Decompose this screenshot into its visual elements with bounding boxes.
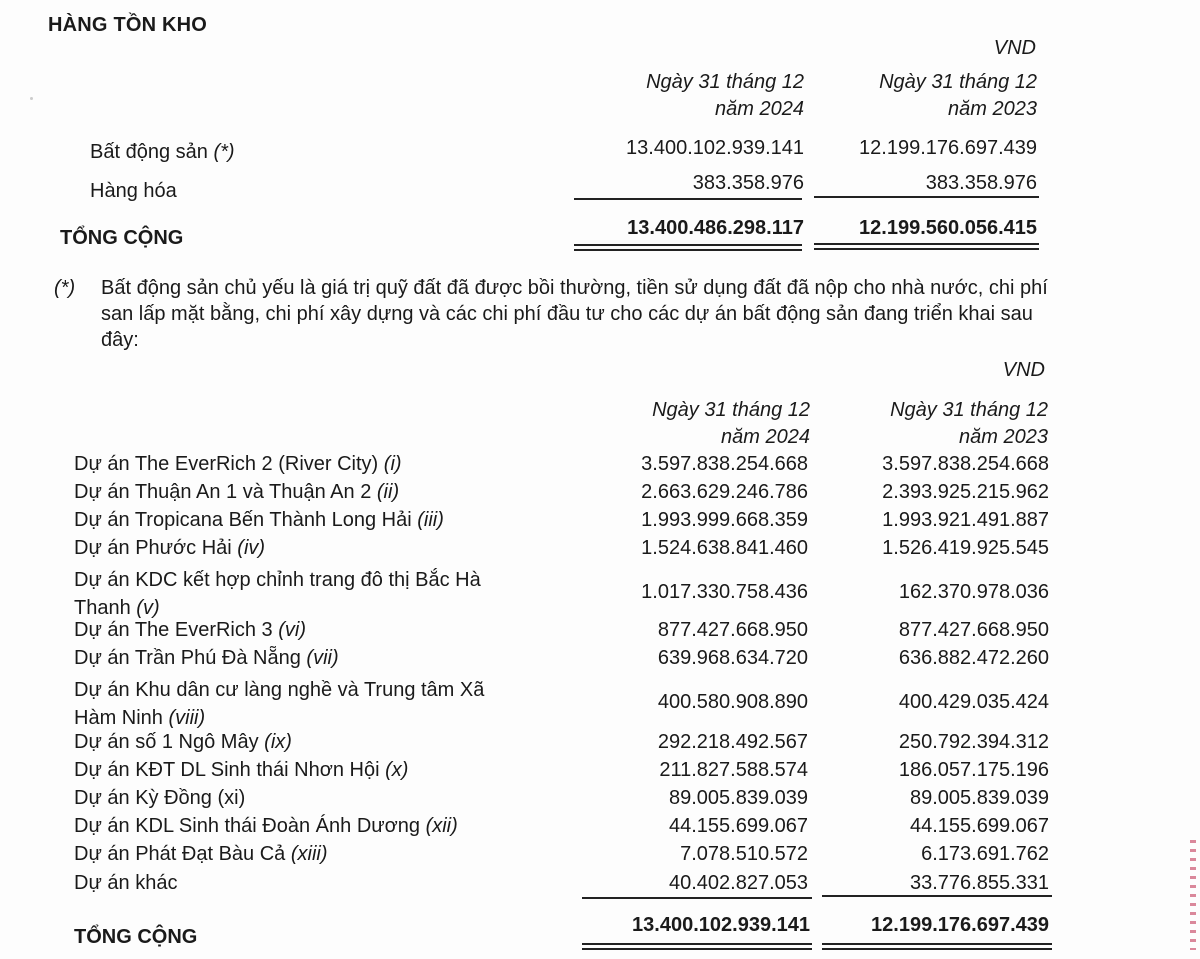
summary-total-2023: 12.199.560.056.415 (859, 217, 1037, 239)
project-ref: (iii) (417, 509, 444, 531)
value-2023: 1.993.921.491.887 (882, 509, 1049, 531)
row-label: Bất động sản (90, 141, 208, 163)
value-2023: 250.792.394.312 (898, 731, 1049, 753)
project-ref: (ii) (376, 481, 400, 503)
total-double-rule (582, 943, 812, 950)
column-header-2023 (800, 69, 1037, 123)
currency-unit: VND (993, 37, 1036, 59)
project-ref: (vii) (306, 647, 339, 669)
value-2024: 1.524.638.841.460 (641, 537, 808, 559)
value-2024: 3.597.838.254.668 (641, 453, 808, 475)
project-name: Dự án KĐT DL Sinh thái Nhơn Hội (74, 759, 380, 781)
project-ref: (x) (385, 759, 409, 781)
value-2023: 877.427.668.950 (898, 619, 1049, 641)
column-header-line2: năm 2024 (721, 426, 810, 448)
project-name: Dự án KDC kết hợp chỉnh trang đô thị Bắc Hà (74, 569, 481, 591)
summary-row-real-estate (90, 141, 235, 164)
column-header-line1: Ngày 31 tháng 12 (890, 399, 1048, 421)
project-name: Dự án KDL Sinh thái Đoàn Ánh Dương (74, 815, 421, 837)
project-name: Dự án Phước Hải (74, 537, 232, 559)
project-name: Dự án Kỳ Đồng (74, 787, 212, 809)
value-2023: 33.776.855.331 (909, 872, 1049, 894)
project-ref: (vi) (278, 619, 306, 641)
value-2023: 186.057.175.196 (898, 759, 1049, 781)
projects-column-header-2024 (560, 397, 810, 451)
project-ref: (i) (383, 453, 402, 475)
column-header-line2: năm 2023 (959, 426, 1048, 448)
subtotal-rule (574, 198, 802, 200)
projects-column-header-2023 (800, 397, 1048, 451)
project-ref: (ix) (264, 731, 292, 753)
project-name: Dự án Tropicana Bến Thành Long Hải (74, 509, 412, 531)
column-header-line1: Ngày 31 tháng 12 (652, 399, 810, 421)
project-ref: (v) (136, 597, 160, 619)
project-ref: (iv) (237, 537, 266, 559)
projects-total-2024: 13.400.102.939.141 (632, 914, 810, 936)
footnote-ref: (*) (213, 141, 235, 163)
projects-total-label: TỔNG CỘNG (74, 926, 198, 948)
subtotal-rule (582, 897, 812, 899)
project-ref: (xii) (425, 815, 458, 837)
total-double-rule (822, 943, 1052, 950)
footnote-mark: (*) (54, 277, 76, 299)
value-2024: 1.993.999.668.359 (641, 509, 808, 531)
project-name: Dự án khác (74, 872, 178, 894)
project-name-cont: Thanh (74, 597, 131, 619)
summary-value-2023: 12.199.176.697.439 (859, 137, 1037, 159)
section-title: HÀNG TỒN KHO (48, 14, 208, 36)
value-2024: 40.402.827.053 (668, 872, 808, 894)
value-2023: 44.155.699.067 (909, 815, 1049, 837)
total-double-rule (814, 243, 1039, 250)
value-2023: 2.393.925.215.962 (882, 481, 1049, 503)
project-ref: (xiii) (290, 843, 328, 865)
column-header-line2: năm 2023 (948, 98, 1037, 120)
project-name: Dự án Phát Đạt Bàu Cả (74, 843, 286, 865)
projects-currency-unit: VND (1002, 359, 1045, 381)
summary-value-2024: 383.358.976 (692, 172, 804, 194)
project-name: Dự án Thuận An 1 và Thuận An 2 (74, 481, 372, 503)
value-2023: 3.597.838.254.668 (882, 453, 1049, 475)
project-name: Dự án Khu dân cư làng nghề và Trung tâm Xã (74, 679, 485, 701)
projects-total-2023: 12.199.176.697.439 (871, 914, 1049, 936)
value-2024: 44.155.699.067 (668, 815, 808, 837)
column-header-line2: năm 2024 (715, 98, 804, 120)
summary-total-label: TỔNG CỘNG (60, 227, 184, 249)
value-2023: 89.005.839.039 (909, 787, 1049, 809)
value-2024: 7.078.510.572 (680, 843, 808, 865)
footnote-text: Bất động sản chủ yếu là giá trị quỹ đất đã được bồi thường, tiền sử dụng đất đã nộp cho nhà nước, chi phí san lấp mặt bằng, chi phí xây dựng và các chi phí đầu tư cho các dự án bất động sản đang triển khai sau đây: (101, 277, 1048, 351)
total-double-rule (574, 244, 802, 251)
column-header-line1: Ngày 31 tháng 12 (646, 71, 804, 93)
value-2023: 6.173.691.762 (921, 843, 1049, 865)
value-2024: 400.580.908.890 (657, 691, 808, 713)
value-2024: 292.218.492.567 (657, 731, 808, 753)
project-ref: (viii) (168, 707, 206, 729)
value-2023: 636.882.472.260 (898, 647, 1049, 669)
subtotal-rule (814, 196, 1039, 198)
value-2024: 877.427.668.950 (657, 619, 808, 641)
value-2023: 400.429.035.424 (898, 691, 1049, 713)
project-name: Dự án Trần Phú Đà Nẵng (74, 647, 301, 669)
value-2024: 89.005.839.039 (668, 787, 808, 809)
value-2024: 2.663.629.246.786 (641, 481, 808, 503)
column-header-2024 (560, 69, 804, 123)
summary-total-2024: 13.400.486.298.117 (627, 217, 804, 239)
scan-artifact (30, 97, 33, 100)
project-name: Dự án The EverRich 2 (River City) (74, 453, 379, 475)
summary-row-goods: Hàng hóa (90, 180, 177, 202)
project-name-cont: Hàm Ninh (74, 707, 163, 729)
project-name: Dự án số 1 Ngô Mây (74, 731, 259, 753)
subtotal-rule (822, 895, 1052, 897)
value-2024: 639.968.634.720 (657, 647, 808, 669)
project-name: Dự án The EverRich 3 (74, 619, 273, 641)
value-2023: 162.370.978.036 (898, 581, 1049, 603)
value-2024: 211.827.588.574 (659, 759, 808, 781)
value-2023: 1.526.419.925.545 (882, 537, 1049, 559)
summary-value-2024: 13.400.102.939.141 (626, 137, 804, 159)
summary-value-2023: 383.358.976 (925, 172, 1037, 194)
project-ref: (xi) (217, 787, 246, 809)
value-2024: 1.017.330.758.436 (641, 581, 808, 603)
column-header-line1: Ngày 31 tháng 12 (879, 71, 1037, 93)
seal-stamp-edge (1190, 840, 1196, 950)
